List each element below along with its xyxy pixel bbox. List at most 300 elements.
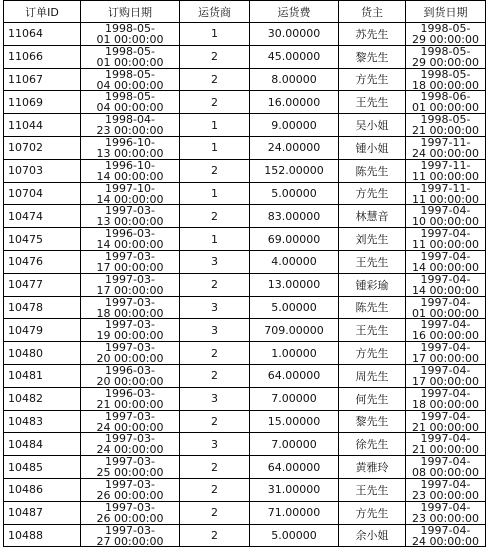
column-header-order-id[interactable]: 订单ID	[4, 1, 81, 23]
cell-shipper[interactable]: 2	[180, 273, 250, 296]
time-part: 24 00:00:00	[96, 420, 164, 432]
time-part: 17 00:00:00	[96, 260, 164, 272]
date-part: 1997-03-	[105, 524, 155, 537]
cell-freight[interactable]: 71.00000	[250, 501, 339, 524]
time-part: 01 00:00:00	[412, 101, 479, 113]
cell-freight[interactable]: 8.00000	[250, 68, 339, 91]
cell-order-date[interactable]	[81, 319, 180, 342]
cell-freight[interactable]: 16.00000	[250, 91, 339, 114]
date-text	[81, 114, 179, 135]
cell-owner[interactable]: 方先生	[339, 501, 406, 524]
cell-shipper[interactable]: 3	[180, 296, 250, 319]
cell-freight[interactable]: 24.00000	[250, 136, 339, 159]
time-part: 11 00:00:00	[412, 192, 479, 204]
time-part: 23 00:00:00	[412, 488, 479, 500]
cell-order-id[interactable]: 10477	[4, 273, 81, 296]
date-text	[406, 205, 485, 226]
date-text	[81, 183, 179, 204]
cell-owner[interactable]: 王先生	[339, 319, 406, 342]
cell-order-date[interactable]	[81, 205, 180, 228]
date-part: 1996-03-	[105, 387, 155, 400]
cell-arrival-date[interactable]	[406, 456, 486, 479]
cell-shipper[interactable]: 2	[180, 45, 250, 68]
cell-owner[interactable]: 黎先生	[339, 45, 406, 68]
time-part: 18 00:00:00	[412, 78, 479, 90]
time-part: 04 00:00:00	[96, 78, 164, 90]
date-text	[406, 388, 485, 409]
cell-shipper[interactable]: 1	[180, 136, 250, 159]
date-part: 1996-03-	[105, 364, 155, 377]
cell-shipper[interactable]: 2	[180, 364, 250, 387]
cell-shipper[interactable]: 2	[180, 205, 250, 228]
table-row[interactable]	[4, 68, 486, 91]
date-part: 1998-05-	[105, 91, 155, 104]
time-part: 23 00:00:00	[412, 511, 479, 523]
cell-order-date[interactable]	[81, 136, 180, 159]
cell-owner[interactable]: 黄雅玲	[339, 456, 406, 479]
cell-arrival-date[interactable]	[406, 319, 486, 342]
cell-arrival-date[interactable]	[406, 296, 486, 319]
time-part: 11 00:00:00	[412, 169, 479, 181]
cell-freight[interactable]: 45.00000	[250, 45, 339, 68]
date-part: 1998-05-	[105, 68, 155, 81]
date-text	[81, 502, 179, 523]
cell-freight[interactable]: 15.00000	[250, 410, 339, 433]
cell-owner[interactable]: 王先生	[339, 478, 406, 501]
orders-table	[3, 0, 486, 547]
cell-arrival-date[interactable]	[406, 159, 486, 182]
time-part: 17 00:00:00	[412, 352, 479, 364]
cell-order-date[interactable]	[81, 228, 180, 251]
date-part: 1998-05-	[105, 23, 155, 35]
date-text	[406, 228, 485, 249]
cell-arrival-date[interactable]	[406, 182, 486, 205]
date-part: 1997-03-	[105, 319, 155, 332]
cell-arrival-date[interactable]	[406, 410, 486, 433]
date-part: 1997-04-	[420, 228, 471, 241]
date-text	[81, 69, 179, 90]
cell-arrival-date[interactable]	[406, 478, 486, 501]
date-text	[406, 456, 485, 477]
cell-freight[interactable]: 7.00000	[250, 387, 339, 410]
cell-freight[interactable]: 31.00000	[250, 478, 339, 501]
table-row[interactable]	[4, 228, 486, 251]
table-row[interactable]	[4, 114, 486, 137]
time-part: 20 00:00:00	[96, 374, 164, 386]
time-part: 26 00:00:00	[96, 511, 164, 523]
cell-shipper[interactable]: 1	[180, 182, 250, 205]
date-text	[81, 319, 179, 340]
cell-shipper[interactable]: 2	[180, 68, 250, 91]
date-text	[81, 525, 179, 546]
time-part: 10 00:00:00	[412, 215, 479, 227]
date-text	[81, 23, 179, 44]
date-text	[81, 388, 179, 409]
cell-owner[interactable]: 王先生	[339, 250, 406, 273]
date-part: 1998-05-	[420, 114, 471, 127]
table-row[interactable]	[4, 524, 486, 547]
time-part: 18 00:00:00	[96, 306, 164, 318]
time-part: 23 00:00:00	[96, 124, 164, 136]
cell-order-date[interactable]	[81, 114, 180, 137]
cell-order-id[interactable]: 10479	[4, 319, 81, 342]
cell-order-date[interactable]	[81, 23, 180, 46]
date-part: 1996-10-	[105, 159, 155, 172]
date-part: 1997-04-	[420, 250, 471, 263]
date-text	[81, 365, 179, 386]
time-part: 14 00:00:00	[96, 238, 164, 250]
cell-owner[interactable]: 黎先生	[339, 410, 406, 433]
date-text	[406, 342, 485, 363]
cell-order-date[interactable]	[81, 478, 180, 501]
cell-arrival-date[interactable]	[406, 250, 486, 273]
date-part: 1996-03-	[105, 228, 155, 241]
date-text	[81, 479, 179, 500]
date-text	[81, 228, 179, 249]
cell-owner[interactable]: 林慧音	[339, 205, 406, 228]
date-part: 1997-04-	[420, 387, 471, 400]
table-row[interactable]	[4, 319, 486, 342]
cell-order-id[interactable]: 10474	[4, 205, 81, 228]
cell-shipper[interactable]: 2	[180, 342, 250, 365]
date-part: 1997-03-	[105, 296, 155, 309]
time-part: 14 00:00:00	[412, 260, 479, 272]
cell-owner[interactable]: 徐先生	[339, 433, 406, 456]
cell-order-date[interactable]	[81, 364, 180, 387]
date-part: 1997-03-	[105, 501, 155, 514]
cell-order-id[interactable]: 10486	[4, 478, 81, 501]
cell-arrival-date[interactable]	[406, 501, 486, 524]
cell-order-date[interactable]	[81, 456, 180, 479]
date-part: 1998-05-	[420, 45, 471, 58]
cell-arrival-date[interactable]	[406, 273, 486, 296]
cell-freight[interactable]: 1.00000	[250, 342, 339, 365]
date-part: 1996-10-	[105, 136, 155, 149]
cell-arrival-date[interactable]	[406, 91, 486, 114]
table-row[interactable]	[4, 478, 486, 501]
cell-order-date[interactable]	[81, 342, 180, 365]
cell-shipper[interactable]: 3	[180, 433, 250, 456]
cell-freight[interactable]: 152.00000	[250, 159, 339, 182]
cell-shipper[interactable]: 3	[180, 319, 250, 342]
date-text	[81, 205, 179, 226]
time-part: 18 00:00:00	[412, 397, 479, 409]
cell-arrival-date[interactable]	[406, 364, 486, 387]
date-part: 1998-05-	[420, 23, 471, 35]
date-text	[406, 502, 485, 523]
cell-owner[interactable]: 陈先生	[339, 159, 406, 182]
date-text	[406, 411, 485, 432]
cell-freight[interactable]: 709.00000	[250, 319, 339, 342]
cell-order-date[interactable]	[81, 45, 180, 68]
cell-order-id[interactable]: 11066	[4, 45, 81, 68]
date-text	[406, 46, 485, 67]
time-part: 25 00:00:00	[96, 466, 164, 478]
date-text	[406, 297, 485, 318]
time-part: 08 00:00:00	[412, 466, 479, 478]
date-text	[406, 91, 485, 112]
date-part: 1998-05-	[420, 68, 471, 81]
cell-order-date[interactable]	[81, 410, 180, 433]
cell-order-date[interactable]	[81, 433, 180, 456]
cell-shipper[interactable]: 1	[180, 23, 250, 46]
date-text	[406, 525, 485, 546]
table-row[interactable]	[4, 45, 486, 68]
cell-arrival-date[interactable]	[406, 136, 486, 159]
cell-shipper[interactable]: 2	[180, 456, 250, 479]
cell-owner[interactable]: 方先生	[339, 342, 406, 365]
table-row[interactable]	[4, 342, 486, 365]
table-row[interactable]	[4, 250, 486, 273]
cell-owner[interactable]: 何先生	[339, 387, 406, 410]
date-text	[406, 319, 485, 340]
table-row[interactable]	[4, 159, 486, 182]
cell-arrival-date[interactable]	[406, 23, 486, 46]
date-part: 1997-04-	[420, 296, 471, 309]
cell-order-date[interactable]	[81, 68, 180, 91]
cell-shipper[interactable]: 2	[180, 91, 250, 114]
cell-order-id[interactable]: 10702	[4, 136, 81, 159]
cell-owner[interactable]: 陈先生	[339, 296, 406, 319]
time-part: 14 00:00:00	[96, 169, 164, 181]
table-row[interactable]	[4, 273, 486, 296]
cell-freight[interactable]: 83.00000	[250, 205, 339, 228]
cell-shipper[interactable]: 2	[180, 524, 250, 547]
cell-order-date[interactable]	[81, 501, 180, 524]
time-part: 11 00:00:00	[412, 238, 479, 250]
cell-arrival-date[interactable]	[406, 114, 486, 137]
date-part: 1997-03-	[105, 433, 155, 446]
date-part: 1997-04-	[420, 433, 471, 446]
date-part: 1997-04-	[420, 319, 471, 332]
date-text	[406, 114, 485, 135]
date-text	[406, 69, 485, 90]
table-row[interactable]	[4, 205, 486, 228]
table-row[interactable]	[4, 91, 486, 114]
time-part: 24 00:00:00	[412, 534, 479, 546]
cell-shipper[interactable]: 2	[180, 478, 250, 501]
date-part: 1997-03-	[105, 273, 155, 286]
time-part: 17 00:00:00	[96, 283, 164, 295]
cell-arrival-date[interactable]	[406, 524, 486, 547]
column-header-owner[interactable]: 货主	[339, 1, 406, 23]
date-part: 1997-04-	[420, 364, 471, 377]
date-text	[81, 251, 179, 272]
cell-order-id[interactable]: 10478	[4, 296, 81, 319]
cell-owner[interactable]: 余小姐	[339, 524, 406, 547]
cell-freight[interactable]: 7.00000	[250, 433, 339, 456]
time-part: 21 00:00:00	[412, 443, 479, 455]
cell-shipper[interactable]: 2	[180, 501, 250, 524]
time-part: 24 00:00:00	[412, 146, 479, 158]
table-row[interactable]	[4, 23, 486, 46]
cell-order-id[interactable]: 10704	[4, 182, 81, 205]
cell-shipper[interactable]: 1	[180, 114, 250, 137]
date-text	[406, 137, 485, 158]
time-part: 01 00:00:00	[96, 33, 164, 44]
time-part: 26 00:00:00	[96, 488, 164, 500]
cell-freight[interactable]: 30.00000	[250, 23, 339, 46]
cell-order-id[interactable]: 10485	[4, 456, 81, 479]
date-part: 1997-04-	[420, 524, 471, 537]
cell-order-date[interactable]	[81, 250, 180, 273]
time-part: 20 00:00:00	[96, 352, 164, 364]
date-text	[406, 479, 485, 500]
date-text	[81, 433, 179, 454]
cell-owner[interactable]: 刘先生	[339, 228, 406, 251]
date-part: 1997-03-	[105, 456, 155, 469]
table-row[interactable]	[4, 501, 486, 524]
cell-order-id[interactable]: 10483	[4, 410, 81, 433]
cell-arrival-date[interactable]	[406, 342, 486, 365]
table-row[interactable]	[4, 433, 486, 456]
date-part: 1997-03-	[105, 205, 155, 218]
cell-owner[interactable]: 苏先生	[339, 23, 406, 46]
table-row[interactable]	[4, 456, 486, 479]
cell-freight[interactable]: 5.00000	[250, 182, 339, 205]
table-row[interactable]	[4, 296, 486, 319]
date-text	[81, 160, 179, 181]
cell-order-date[interactable]	[81, 159, 180, 182]
date-part: 1997-04-	[420, 478, 471, 491]
time-part: 17 00:00:00	[412, 374, 479, 386]
time-part: 21 00:00:00	[412, 124, 479, 136]
cell-owner[interactable]: 锺小姐	[339, 136, 406, 159]
cell-freight[interactable]: 5.00000	[250, 524, 339, 547]
date-part: 1998-05-	[105, 45, 155, 58]
cell-shipper[interactable]: 3	[180, 250, 250, 273]
cell-freight[interactable]: 5.00000	[250, 296, 339, 319]
cell-freight[interactable]: 69.00000	[250, 228, 339, 251]
date-part: 1997-04-	[420, 456, 471, 469]
date-part: 1997-04-	[420, 501, 471, 514]
time-part: 16 00:00:00	[412, 329, 479, 341]
date-part: 1997-11-	[420, 136, 471, 149]
date-text	[406, 365, 485, 386]
date-part: 1997-03-	[105, 478, 155, 491]
date-part: 1997-03-	[105, 342, 155, 355]
cell-order-id[interactable]: 10481	[4, 364, 81, 387]
date-part: 1998-04-	[105, 114, 155, 127]
date-text	[81, 297, 179, 318]
time-part: 29 00:00:00	[412, 55, 479, 67]
cell-order-id[interactable]: 10482	[4, 387, 81, 410]
cell-freight[interactable]: 64.00000	[250, 456, 339, 479]
cell-owner[interactable]: 吴小姐	[339, 114, 406, 137]
cell-order-id[interactable]: 11069	[4, 91, 81, 114]
cell-order-id[interactable]: 10476	[4, 250, 81, 273]
cell-arrival-date[interactable]	[406, 228, 486, 251]
date-text	[406, 274, 485, 295]
cell-owner[interactable]: 王先生	[339, 91, 406, 114]
cell-arrival-date[interactable]	[406, 45, 486, 68]
table-row[interactable]	[4, 364, 486, 387]
cell-arrival-date[interactable]	[406, 205, 486, 228]
date-text	[81, 274, 179, 295]
time-part: 14 00:00:00	[412, 283, 479, 295]
date-part: 1997-04-	[420, 205, 471, 218]
cell-order-date[interactable]	[81, 182, 180, 205]
cell-freight[interactable]: 9.00000	[250, 114, 339, 137]
cell-order-id[interactable]: 11044	[4, 114, 81, 137]
cell-arrival-date[interactable]	[406, 68, 486, 91]
cell-order-id[interactable]: 10488	[4, 524, 81, 547]
date-text	[81, 46, 179, 67]
cell-order-id[interactable]: 11067	[4, 68, 81, 91]
column-header-order-date[interactable]: 订购日期	[81, 1, 180, 23]
time-part: 01 00:00:00	[96, 55, 164, 67]
time-part: 13 00:00:00	[96, 215, 164, 227]
cell-order-id[interactable]: 10487	[4, 501, 81, 524]
cell-shipper[interactable]: 2	[180, 159, 250, 182]
cell-owner[interactable]: 周先生	[339, 364, 406, 387]
column-header-arrival-date[interactable]: 到货日期	[406, 1, 486, 23]
cell-order-date[interactable]	[81, 524, 180, 547]
time-part: 29 00:00:00	[412, 33, 479, 44]
table-row[interactable]	[4, 410, 486, 433]
cell-arrival-date[interactable]	[406, 433, 486, 456]
date-part: 1997-03-	[105, 410, 155, 423]
date-part: 1997-11-	[420, 182, 471, 195]
cell-owner[interactable]: 锺彩瑜	[339, 273, 406, 296]
date-text	[406, 23, 485, 44]
date-text	[81, 411, 179, 432]
date-text	[81, 342, 179, 363]
date-text	[81, 456, 179, 477]
date-part: 1997-10-	[105, 182, 155, 195]
date-text	[81, 137, 179, 158]
cell-order-id[interactable]: 11064	[4, 23, 81, 46]
table-row[interactable]	[4, 387, 486, 410]
cell-order-date[interactable]	[81, 387, 180, 410]
cell-freight[interactable]: 4.00000	[250, 250, 339, 273]
time-part: 27 00:00:00	[96, 534, 164, 546]
date-text	[406, 160, 485, 181]
table-row[interactable]	[4, 136, 486, 159]
date-text	[406, 251, 485, 272]
cell-shipper[interactable]: 1	[180, 228, 250, 251]
date-part: 1997-04-	[420, 342, 471, 355]
column-header-shipper[interactable]: 运货商	[180, 1, 250, 23]
cell-shipper[interactable]: 3	[180, 387, 250, 410]
cell-order-id[interactable]: 10484	[4, 433, 81, 456]
cell-order-date[interactable]	[81, 273, 180, 296]
time-part: 21 00:00:00	[412, 420, 479, 432]
cell-freight[interactable]: 64.00000	[250, 364, 339, 387]
cell-freight[interactable]: 13.00000	[250, 273, 339, 296]
date-text	[406, 433, 485, 454]
date-part: 1997-03-	[105, 250, 155, 263]
time-part: 04 00:00:00	[96, 101, 164, 113]
date-text	[81, 91, 179, 112]
table-row[interactable]	[4, 182, 486, 205]
cell-order-id[interactable]: 10480	[4, 342, 81, 365]
cell-owner[interactable]: 方先生	[339, 182, 406, 205]
column-header-freight[interactable]: 运货费	[250, 1, 339, 23]
cell-owner[interactable]: 方先生	[339, 68, 406, 91]
header-row	[4, 1, 486, 23]
time-part: 19 00:00:00	[96, 329, 164, 341]
cell-shipper[interactable]: 2	[180, 410, 250, 433]
cell-order-id[interactable]: 10475	[4, 228, 81, 251]
date-part: 1998-06-	[420, 91, 471, 104]
time-part: 13 00:00:00	[96, 146, 164, 158]
cell-order-date[interactable]	[81, 91, 180, 114]
time-part: 14 00:00:00	[96, 192, 164, 204]
cell-arrival-date[interactable]	[406, 387, 486, 410]
cell-order-date[interactable]	[81, 296, 180, 319]
cell-order-id[interactable]: 10703	[4, 159, 81, 182]
